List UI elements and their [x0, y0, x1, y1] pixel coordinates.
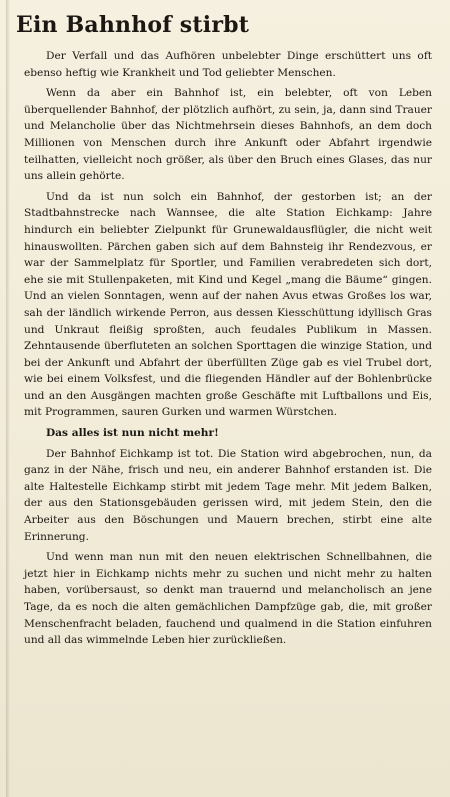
paragraph-3: Und da ist nun solch ein Bahnhof, der gestorben ist; an der Stadtbahnstrecke nach Wannsee, die alte Station Eichkamp: Jahre hindurch ein beliebter Zielpunkt für Grunewaldausflügler, die nicht weit hinauswollten. Pärchen gaben sich auf dem Bahnsteig ihr Rendezvous, er war der Sammelplatz für Sportler, und Familien verabredeten sich dort, ehe sie mit Stullenpaketen, mit Kind und Kegel „mang die Bäume“ gingen. Und an vielen Sonntagen, wenn auf der nahen Avus etwas Großes los war, sah der ländlich wirkende Perron, aus dessen Kiesschüttung idyllisch Gras und Unkraut fleißig sproßten, auch feudales Publikum in Massen. Zehntausende überfluteten an solchen Sporttagen die winzige Station, und bei der Ankunft und Abfahrt der überfüllten Züge gab es viel Trubel dort, wie bei einem Volksfest, und die fliegenden Händler auf der Bohlenbrücke und an den Ausgängen machten große Geschäfte mit Luftballons und Eis, mit Programmen, sauren Gurken und warmen Würstchen.	[24, 190, 432, 419]
article-headline: Ein Bahnhof stirbt	[16, 12, 250, 38]
paragraph-4: Das alles ist nun nicht mehr!	[46, 427, 219, 440]
paragraph-6: Und wenn man nun mit den neuen elektrischen Schnellbahnen, die jetzt hier in Eichkamp nichts mehr zu suchen und nicht mehr zu halten haben, vorübersaust, so denkt man trauernd und melancholisch an jene Tage, da es noch die alten gemächlichen Dampfzüge gab, die, mit großer Menschenfracht beladen, fauchend und qualmend in die Station einfuhren und all das wimmelnde Leben hier zurückließen.	[24, 551, 432, 647]
paragraph-2: Wenn da aber ein Bahnhof ist, ein belebter, oft von Leben überquellender Bahnhof, der plötzlich aufhört, zu sein, ja, dann sind Trauer und Melancholie über das Nichtmehrsein dieses Bahnhofs, an dem doch Millionen von Menschen durch ihre Ankunft oder Abfahrt irgendwie teilhatten, vielleicht noch größer, als über den Bruch eines Glases, das nur uns allein gehörte.	[24, 87, 432, 183]
paragraph-5: Der Bahnhof Eichkamp ist tot. Die Station wird abgebrochen, nun, da ganz in der Nähe, frisch und neu, ein anderer Bahnhof erstanden ist. Die alte Haltestelle Eichkamp stirbt mit jedem Tage mehr. Mit jedem Balken, der aus den Stationsgebäuden gerissen wird, mit jedem Stein, den die Arbeiter aus den Böschungen und Mauern brechen, stirbt eine alte Erinnerung.	[24, 447, 432, 543]
paragraph-1: Der Verfall und das Aufhören unbelebter Dinge erschüttert uns oft ebenso heftig wie Krankheit und Tod geliebter Menschen.	[24, 50, 432, 79]
